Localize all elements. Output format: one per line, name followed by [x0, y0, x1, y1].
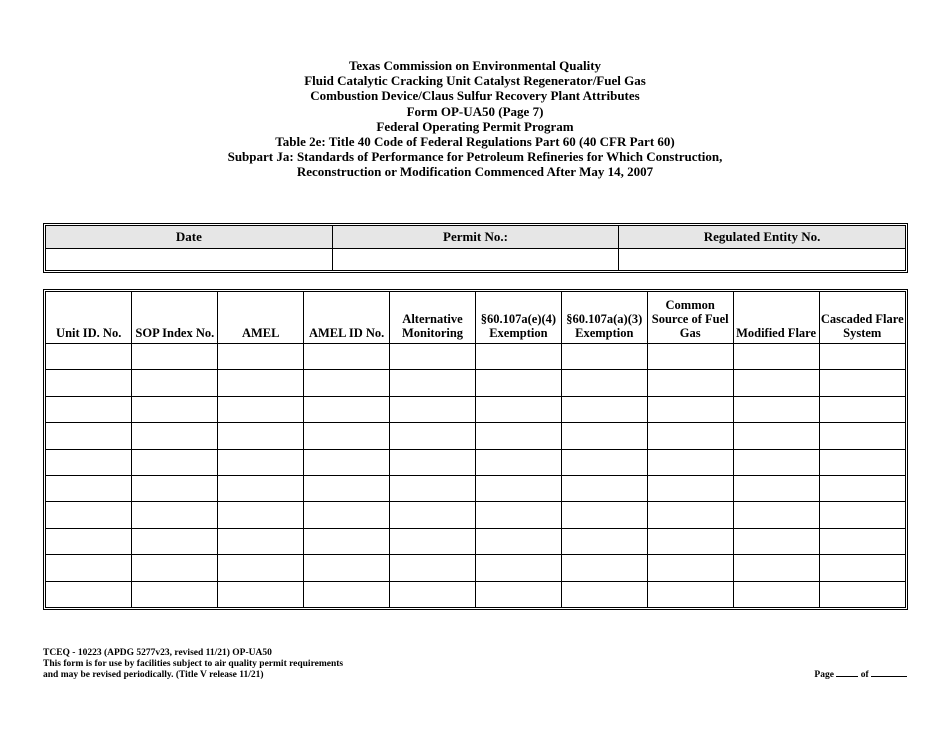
table-cell[interactable] [132, 344, 218, 370]
table-cell[interactable] [304, 475, 390, 501]
table-cell[interactable] [647, 555, 733, 581]
table-cell[interactable] [390, 370, 476, 396]
page-label: Page [814, 670, 834, 680]
form-footer [43, 648, 343, 681]
table-cell[interactable] [561, 581, 647, 607]
table-cell[interactable] [304, 528, 390, 554]
table-cell[interactable] [561, 475, 647, 501]
table-cell[interactable] [647, 344, 733, 370]
table-cell[interactable] [304, 344, 390, 370]
table-cell[interactable] [304, 370, 390, 396]
table-cell[interactable] [475, 555, 561, 581]
table-cell[interactable] [819, 555, 905, 581]
table-cell[interactable] [647, 396, 733, 422]
table-cell[interactable] [218, 502, 304, 528]
table-cell[interactable] [304, 581, 390, 607]
table-cell[interactable] [46, 502, 132, 528]
table-cell[interactable] [132, 396, 218, 422]
table-row [46, 449, 905, 475]
title-line: Federal Operating Permit Program [376, 118, 574, 134]
table-cell[interactable] [561, 370, 647, 396]
date-field[interactable] [46, 249, 332, 271]
attributes-table [43, 289, 908, 610]
table-row [46, 581, 905, 607]
table-cell[interactable] [46, 528, 132, 554]
table-cell[interactable] [733, 344, 819, 370]
table-cell[interactable] [733, 370, 819, 396]
table-cell[interactable] [647, 475, 733, 501]
table-row [46, 502, 905, 528]
table-cell[interactable] [304, 449, 390, 475]
table-cell[interactable] [390, 396, 476, 422]
table-cell[interactable] [132, 528, 218, 554]
table-cell[interactable] [819, 396, 905, 422]
table-cell[interactable] [819, 449, 905, 475]
date-header: Date [46, 226, 332, 249]
table-cell[interactable] [733, 449, 819, 475]
table-row [46, 396, 905, 422]
table-cell[interactable] [304, 423, 390, 449]
column-header: §60.107a(e)(4) Exemption [475, 292, 561, 344]
table-row [46, 370, 905, 396]
table-cell[interactable] [819, 344, 905, 370]
column-header: SOP Index No. [132, 292, 218, 344]
table-cell[interactable] [475, 449, 561, 475]
table-cell[interactable] [475, 370, 561, 396]
table-cell[interactable] [390, 555, 476, 581]
table-cell[interactable] [733, 475, 819, 501]
title-line: Form OP-UA50 (Page 7) [406, 103, 544, 119]
table-cell[interactable] [733, 502, 819, 528]
table-cell[interactable] [218, 370, 304, 396]
table-cell[interactable] [561, 344, 647, 370]
table-cell[interactable] [132, 370, 218, 396]
form-title [0, 58, 950, 180]
table-cell[interactable] [647, 528, 733, 554]
table-cell[interactable] [390, 423, 476, 449]
table-cell[interactable] [647, 581, 733, 607]
title-line: Fluid Catalytic Cracking Unit Catalyst Regenerator/Fuel Gas [304, 73, 646, 89]
column-header: Cascaded Flare System [819, 292, 905, 344]
table-cell[interactable] [132, 423, 218, 449]
column-header: AMEL ID No. [304, 292, 390, 344]
table-cell[interactable] [561, 396, 647, 422]
table-cell[interactable] [819, 370, 905, 396]
table-cell[interactable] [132, 449, 218, 475]
table-cell[interactable] [46, 423, 132, 449]
title-line: Table 2e: Title 40 Code of Federal Regulations Part 60 (40 CFR Part 60) [275, 134, 675, 150]
table-cell[interactable] [819, 475, 905, 501]
table-cell[interactable] [475, 475, 561, 501]
table-cell[interactable] [218, 344, 304, 370]
table-cell[interactable] [733, 581, 819, 607]
table-row [46, 423, 905, 449]
table-cell[interactable] [132, 581, 218, 607]
table-cell[interactable] [46, 344, 132, 370]
regulated-entity-header: Regulated Entity No. [619, 226, 905, 249]
table-cell[interactable] [733, 555, 819, 581]
table-cell[interactable] [304, 555, 390, 581]
column-header: Modified Flare [733, 292, 819, 344]
table-cell[interactable] [475, 528, 561, 554]
table-cell[interactable] [218, 581, 304, 607]
info-table [43, 223, 908, 273]
table-cell[interactable] [390, 581, 476, 607]
table-cell[interactable] [475, 502, 561, 528]
permit-header: Permit No.: [332, 226, 618, 249]
table-cell[interactable] [390, 475, 476, 501]
table-cell[interactable] [647, 502, 733, 528]
table-cell[interactable] [132, 502, 218, 528]
table-cell[interactable] [819, 423, 905, 449]
table-cell[interactable] [218, 423, 304, 449]
table-cell[interactable] [304, 396, 390, 422]
table-cell[interactable] [218, 396, 304, 422]
footer-note: This form is for use by facilities subject to air quality permit requirements [43, 659, 344, 669]
table-cell[interactable] [647, 370, 733, 396]
table-cell[interactable] [390, 449, 476, 475]
table-cell[interactable] [647, 423, 733, 449]
title-line: Subpart Ja: Standards of Performance for Petroleum Refineries for Which Construction, [227, 149, 723, 165]
table-cell[interactable] [819, 502, 905, 528]
table-cell[interactable] [390, 344, 476, 370]
table-cell[interactable] [733, 396, 819, 422]
regulated-entity-field[interactable] [619, 249, 905, 271]
title-line: Combustion Device/Claus Sulfur Recovery Plant Attributes [310, 88, 640, 104]
column-header: Unit ID. No. [46, 292, 132, 344]
table-cell[interactable] [304, 502, 390, 528]
table-cell[interactable] [218, 555, 304, 581]
column-header: §60.107a(a)(3) Exemption [561, 292, 647, 344]
table-cell[interactable] [561, 555, 647, 581]
table-cell[interactable] [561, 423, 647, 449]
title-line: Reconstruction or Modification Commenced After May 14, 2007 [296, 164, 654, 180]
table-row [46, 528, 905, 554]
table-row [46, 475, 905, 501]
permit-field[interactable] [332, 249, 618, 271]
table-row [46, 344, 905, 370]
table-cell[interactable] [46, 475, 132, 501]
table-cell[interactable] [218, 528, 304, 554]
page-total-field[interactable] [871, 668, 907, 677]
table-cell[interactable] [733, 528, 819, 554]
table-cell[interactable] [561, 528, 647, 554]
page-number [814, 668, 907, 680]
table-cell[interactable] [475, 423, 561, 449]
table-cell[interactable] [132, 475, 218, 501]
table-cell[interactable] [819, 581, 905, 607]
table-cell[interactable] [46, 449, 132, 475]
table-cell[interactable] [647, 449, 733, 475]
title-line: Texas Commission on Environmental Quality [348, 58, 602, 73]
column-header: Common Source of Fuel Gas [647, 292, 733, 344]
table-cell[interactable] [46, 581, 132, 607]
page-number-field[interactable] [836, 668, 858, 677]
table-cell[interactable] [561, 449, 647, 475]
table-cell[interactable] [46, 555, 132, 581]
table-cell[interactable] [46, 370, 132, 396]
table-cell[interactable] [390, 528, 476, 554]
table-cell[interactable] [733, 423, 819, 449]
table-cell[interactable] [218, 449, 304, 475]
table-cell[interactable] [475, 581, 561, 607]
table-cell[interactable] [46, 396, 132, 422]
column-header: Alternative Monitoring [390, 292, 476, 344]
table-cell[interactable] [475, 396, 561, 422]
table-cell[interactable] [819, 528, 905, 554]
table-cell[interactable] [475, 344, 561, 370]
column-header: AMEL [218, 292, 304, 344]
table-row [46, 555, 905, 581]
table-cell[interactable] [561, 502, 647, 528]
footer-note: and may be revised periodically. (Title V release 11/21) [43, 670, 264, 680]
of-label: of [860, 670, 869, 680]
table-cell[interactable] [218, 475, 304, 501]
table-cell[interactable] [390, 502, 476, 528]
footer-form-id: TCEQ - 10223 (APDG 5277v23, revised 11/21) OP-UA50 [43, 648, 272, 658]
table-cell[interactable] [132, 555, 218, 581]
